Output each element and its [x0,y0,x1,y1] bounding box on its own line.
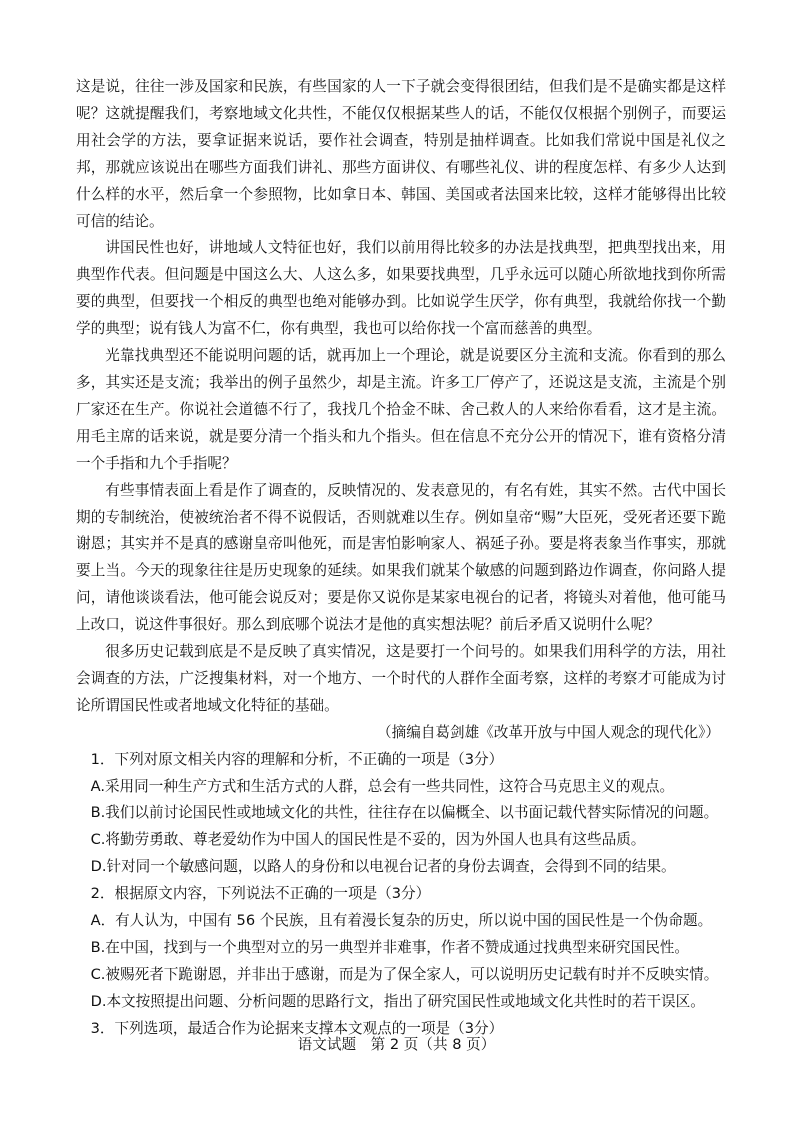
option-a: A．有人认为，中国有 56 个民族，且有着漫长复杂的历史，所以说中国的国民性是一个伪命题。 [90,912,713,930]
body-paragraph: 讲国民性也好，讲地域人文特征也好，我们以前用得比较多的办法是找典型，把典型找出来，用典型作代表。但问题是中国这么大、人这么多，如果要找典型，几乎永远可以随心所欲地找到你所需要的典型，但要找一个相反的典型也绝对能够办到。比如说学生厌学，你有典型，我就给你找一个勤学的典型；说有钱人为富不仁，你有典型，我也可以给你找一个富而慈善的典型。 [76,239,726,338]
question-1 [76,747,726,882]
question-stem: 2．根据原文内容，下列说法不正确的一项是（3分） [90,885,431,903]
body-paragraph: 光靠找典型还不能说明问题的话，就再加上一个理论，就是说要区分主流和支流。你看到的那么多，其实还是支流；我举出的例子虽然少，却是主流。许多工厂停产了，还说这是支流，主流是个别厂家还在生产。你说社会道德不行了，我找几个拾金不昧、舍己救人的人来给你看看，这才是主流。用毛主席的话来说，就是要分清一个指头和九个指头。但在信息不充分公开的情况下，谁有资格分清一个手指和九个手指呢？ [76,347,726,472]
source-citation: （摘编自葛剑雄《改革开放与中国人观念的现代化》） [377,723,720,741]
option-c: C.被赐死者下跪谢恩，并非出于感谢，而是为了保全家人，可以说明历史记载有时并不反映实情。 [90,965,719,983]
option-b: B.我们以前讨论国民性或地域文化的共性，往往存在以偏概全、以书面记载代替实际情况的问题。 [90,804,719,822]
question-stem: 3．下列选项，最适合作为论据来支撑本文观点的一项是（3分） [90,1019,504,1037]
question-2 [76,881,726,1016]
exam-text [76,74,726,1043]
option-a: A.采用同一种生产方式和生活方式的人群，总会有一些共同性，这符合马克思主义的观点。 [90,777,675,795]
body-paragraph: 很多历史记载到底是不是反映了真实情况，这是要打一个问号的。如果我们用科学的方法，用社会调查的方法，广泛搜集材料，对一个地方、一个时代的人群作全面考察，这样的考察才可能成为讨论所谓国民性或者地域文化特征的基础。 [76,643,726,714]
body-paragraph: 这是说，往往一涉及国家和民族，有些国家的人一下子就会变得很团结，但我们是不是确实都是这样呢？这就提醒我们，考察地域文化共性，不能仅仅根据某些人的话，不能仅仅根据个别例子，而要运用社会学的方法，要拿证据来说话，要作社会调查，特别是抽样调查。比如我们常说中国是礼仪之邦，那就应该说出在哪些方面我们讲礼、那些方面讲仪、有哪些礼仪、讲的程度怎样、有多少人达到什么样的水平，然后拿一个参照物，比如拿日本、韩国、美国或者法国来比较，这样才能够得出比较可信的结论。 [76,78,726,230]
option-d: D.针对同一个敏感问题，以路人的身份和以电视台记者的身份去调查，会得到不同的结果。 [90,858,676,876]
option-d: D.本文按照提出问题、分析问题的思路行文，指出了研究国民性或地域文化共性时的若干误区。 [90,992,705,1010]
option-b: B.在中国，找到与一个典型对立的另一典型并非难事，作者不赞成通过找典型来研究国民性。 [90,939,689,956]
body-paragraph: 有些事情表面上看是作了调查的，反映情况的、发表意见的，有名有姓，其实不然。古代中国长期的专制统治，使被统治者不得不说假话，否则就难以生存。例如皇帝“赐”大臣死，受死者还要下跪谢恩；其实并不是真的感谢皇帝叫他死，而是害怕影响家人、祸延子孙。要是将表象当作事实，那就要上当。今天的现象往往是历史现象的延续。如果我们就某个敏感的问题到路边作调查，你问路人提问，请他谈谈看法，他可能会说反对；要是你又说你是某家电视台的记者，将镜头对着他，他可能马上改口，说这件事很好。那么到底哪个说法才是他的真实想法呢？前后矛盾又说明什么呢？ [76,481,726,634]
page-footer: 语文试题 第 2 页（共 8 页） [297,1036,496,1053]
question-stem: 1．下列对原文相关内容的理解和分析，不正确的一项是（3分） [90,750,504,768]
option-c: C.将勤劳勇敢、尊老爱幼作为中国人的国民性是不妥的，因为外国人也具有这些品质。 [90,831,646,849]
